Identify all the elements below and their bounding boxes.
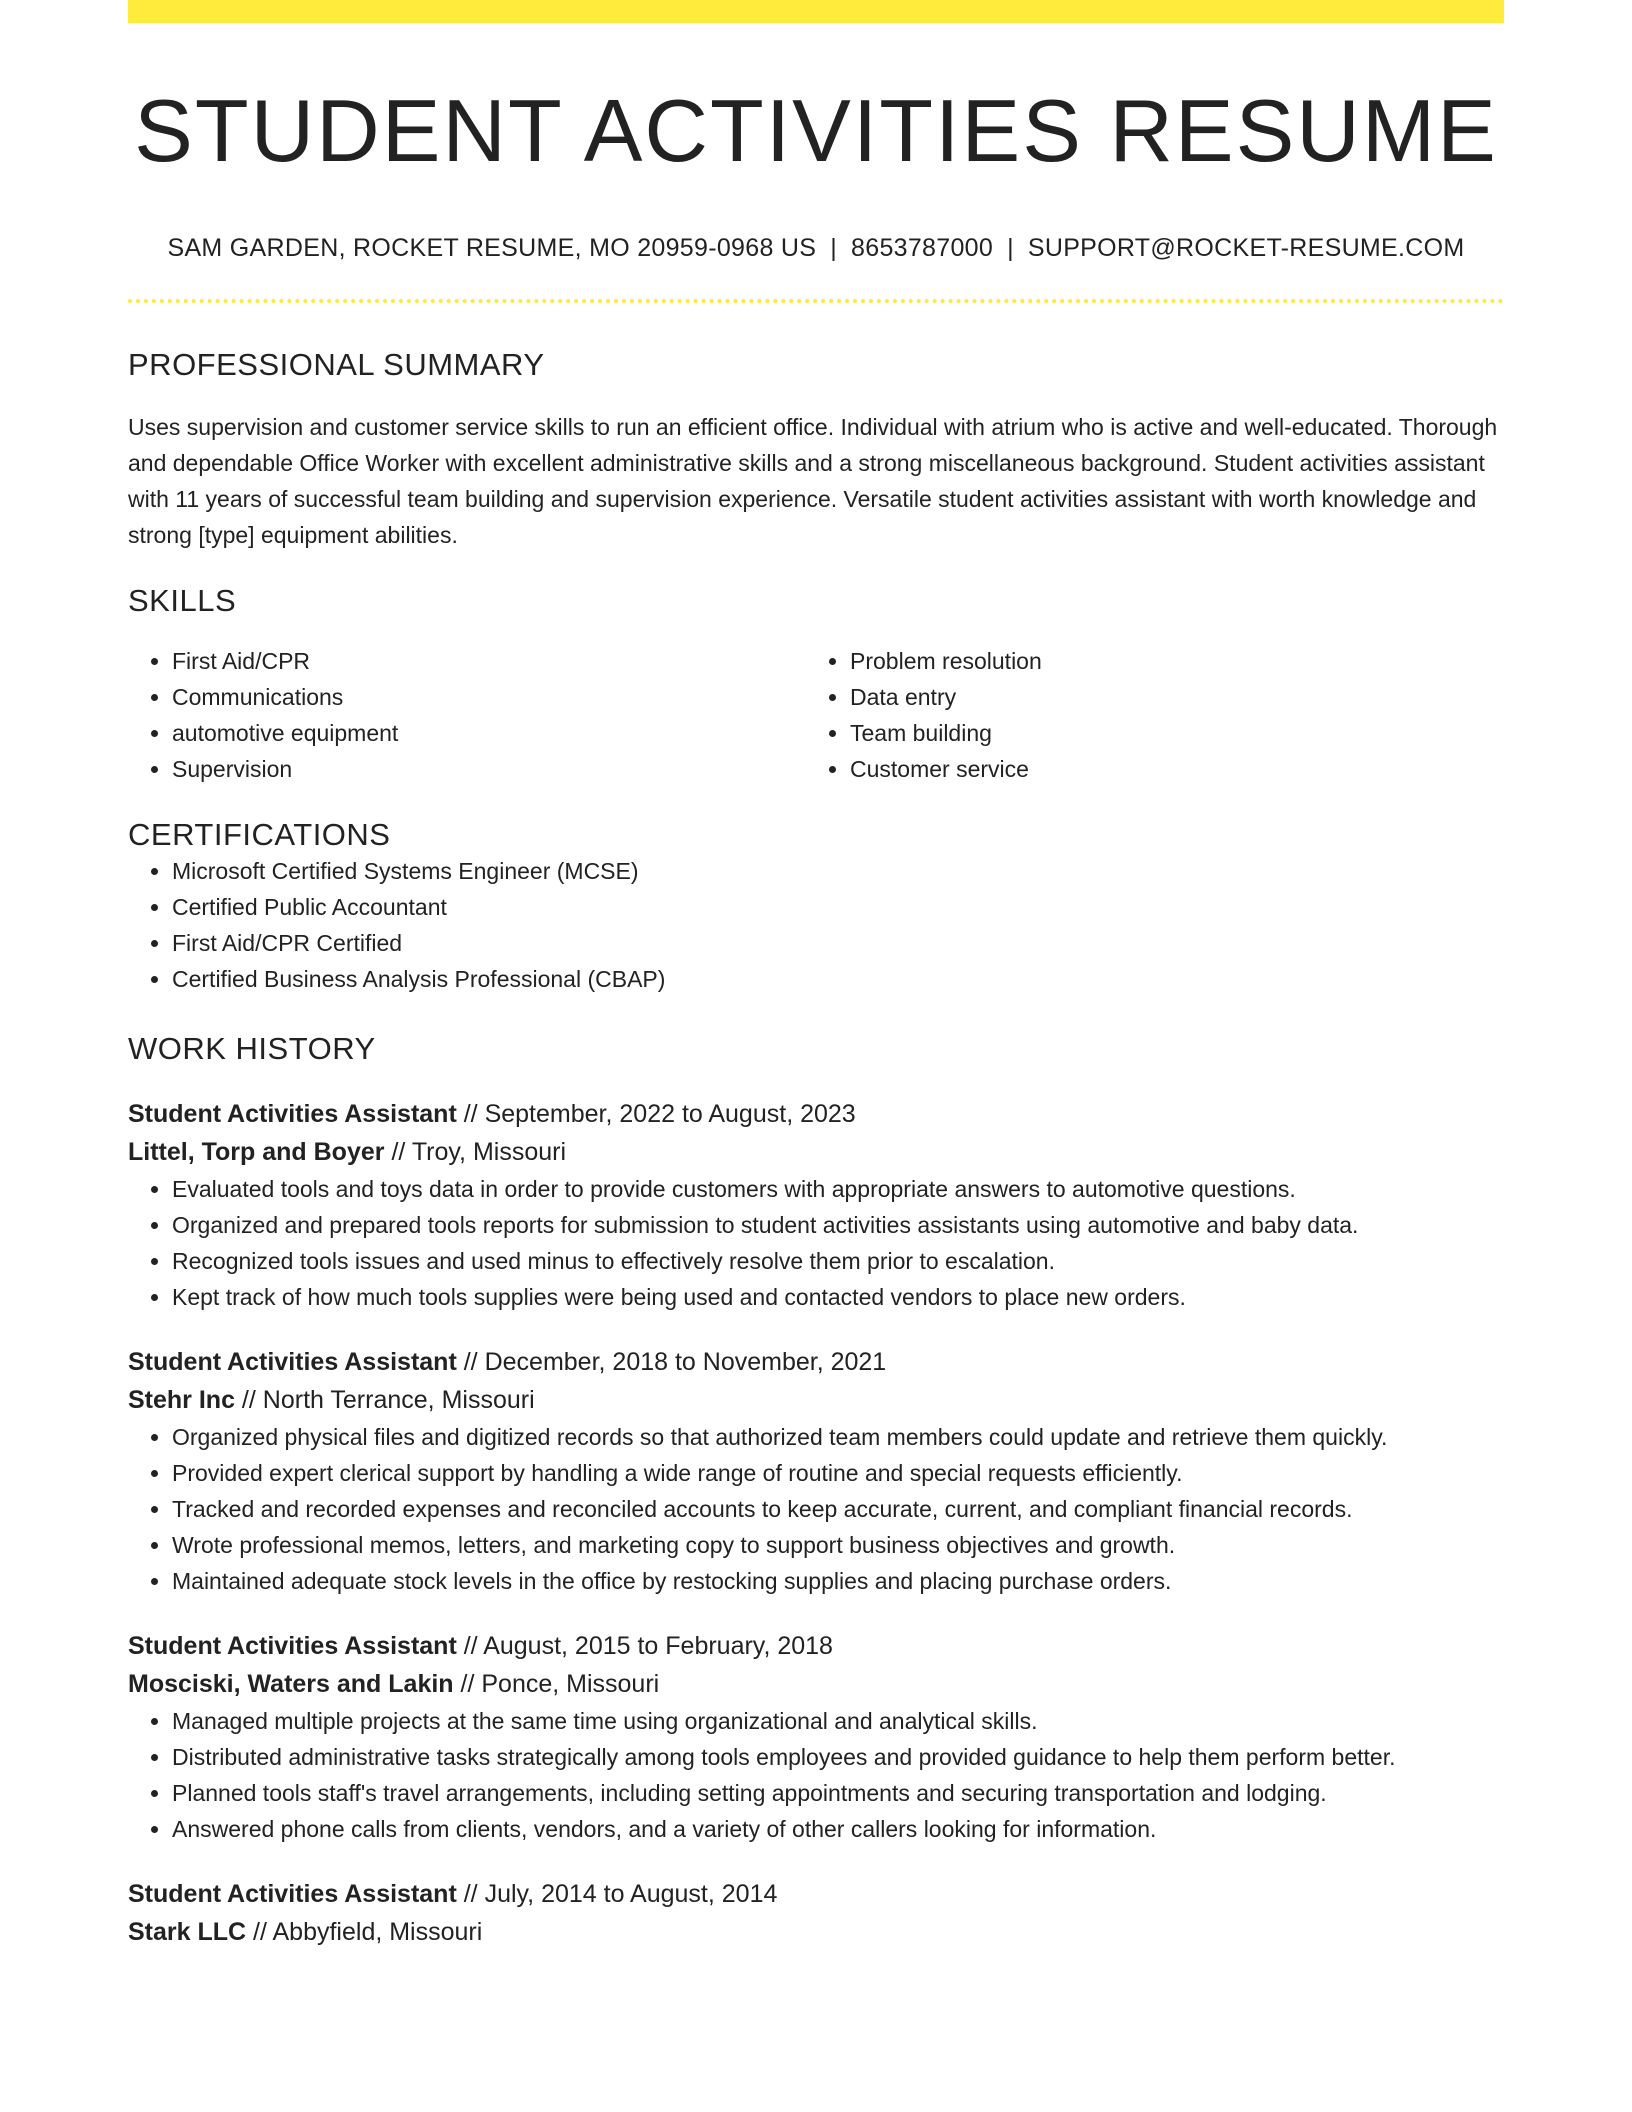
job-company-line bbox=[128, 1381, 1504, 1419]
job-separator: // bbox=[456, 1348, 485, 1376]
job-dates: December, 2018 to November, 2021 bbox=[484, 1348, 887, 1376]
job-dates: August, 2015 to February, 2018 bbox=[483, 1632, 833, 1660]
job-dates: July, 2014 to August, 2014 bbox=[484, 1880, 778, 1908]
certification-item: • Certified Public Accountant bbox=[172, 889, 1504, 925]
skill-item: • Data entry bbox=[850, 679, 1484, 715]
skill-item: • Communications bbox=[172, 679, 806, 715]
job-title: Student Activities Assistant bbox=[128, 1880, 457, 1908]
certifications-heading: CERTIFICATIONS bbox=[128, 817, 391, 852]
job-bullet: • Planned tools staff's travel arrangements, including setting appointments and securing transportation and lodging. bbox=[172, 1775, 1504, 1811]
job-bullet: • Organized physical files and digitized records so that authorized team members could update and retrieve them quickly. bbox=[172, 1419, 1504, 1455]
job-bullet: • Organized and prepared tools reports for submission to student activities assistants using automotive and baby data. bbox=[172, 1207, 1504, 1243]
skills-list-left bbox=[128, 643, 806, 787]
job-entry bbox=[128, 1343, 1504, 1599]
contact-phone: 8653787000 bbox=[851, 234, 994, 262]
job-company-line bbox=[128, 1665, 1504, 1703]
accent-top-bar bbox=[128, 0, 1504, 23]
job-company-line bbox=[128, 1133, 1504, 1171]
contact-email: SUPPORT@ROCKET-RESUME.COM bbox=[1027, 234, 1465, 262]
certification-item: • First Aid/CPR Certified bbox=[172, 925, 1504, 961]
skills-column-left bbox=[128, 643, 806, 787]
job-separator: // bbox=[246, 1918, 273, 1946]
job-location: Ponce, Missouri bbox=[481, 1670, 660, 1698]
skill-item: • First Aid/CPR bbox=[172, 643, 806, 679]
resume-page bbox=[128, 0, 1504, 1951]
resume-title: STUDENT ACTIVITIES RESUME bbox=[134, 81, 1498, 180]
summary-heading: PROFESSIONAL SUMMARY bbox=[128, 347, 545, 382]
job-location: Abbyfield, Missouri bbox=[272, 1918, 483, 1946]
skill-item: • Problem resolution bbox=[850, 643, 1484, 679]
work-history-heading: WORK HISTORY bbox=[128, 1031, 376, 1066]
job-separator: // bbox=[384, 1138, 412, 1166]
job-separator: // bbox=[456, 1100, 485, 1128]
job-separator: // bbox=[453, 1670, 482, 1698]
contact-address: SAM GARDEN, ROCKET RESUME, MO 20959-0968 US bbox=[167, 234, 817, 262]
job-company: Mosciski, Waters and Lakin bbox=[128, 1670, 454, 1698]
job-title: Student Activities Assistant bbox=[128, 1348, 457, 1376]
skills-column-right bbox=[806, 643, 1484, 787]
job-company: Stehr Inc bbox=[128, 1386, 235, 1414]
job-company-line bbox=[128, 1913, 1504, 1951]
header-divider bbox=[128, 299, 1504, 303]
job-separator: // bbox=[456, 1880, 485, 1908]
certifications-list bbox=[128, 853, 1504, 997]
job-entry bbox=[128, 1875, 1504, 1951]
skill-item: • Supervision bbox=[172, 751, 806, 787]
job-bullet: • Wrote professional memos, letters, and marketing copy to support business objectives and growth. bbox=[172, 1527, 1504, 1563]
certification-item: • Certified Business Analysis Professional (CBAP) bbox=[172, 961, 1504, 997]
job-bullet: • Answered phone calls from clients, vendors, and a variety of other callers looking for information. bbox=[172, 1811, 1504, 1847]
job-bullet: • Evaluated tools and toys data in order to provide customers with appropriate answers to automotive questions. bbox=[172, 1171, 1504, 1207]
job-title-line bbox=[128, 1095, 1504, 1133]
job-bullet: • Maintained adequate stock levels in the office by restocking supplies and placing purchase orders. bbox=[172, 1563, 1504, 1599]
skills-list-right bbox=[806, 643, 1484, 787]
contact-separator: | bbox=[830, 234, 838, 262]
skill-item: • Team building bbox=[850, 715, 1484, 751]
job-bullet: • Recognized tools issues and used minus to effectively resolve them prior to escalation. bbox=[172, 1243, 1504, 1279]
job-title-line bbox=[128, 1627, 1504, 1665]
job-bullets bbox=[128, 1419, 1504, 1599]
work-history-list bbox=[128, 1095, 1504, 1951]
job-dates: September, 2022 to August, 2023 bbox=[484, 1100, 856, 1128]
skill-item: • Customer service bbox=[850, 751, 1484, 787]
job-entry bbox=[128, 1095, 1504, 1315]
job-bullet: • Managed multiple projects at the same time using organizational and analytical skills. bbox=[172, 1703, 1504, 1739]
summary-text: Uses supervision and customer service skills to run an efficient office. Individual with atrium who is active and well-educated. Thorough and dependable Office Worker with excellent administrative skills and a strong miscellaneous background. Student activities assistant with 11 years of successful team building and supervision experience. Versatile student activities assistant with worth knowledge and strong [type] equipment abilities. bbox=[128, 414, 1498, 548]
contact-separator: | bbox=[1007, 234, 1014, 262]
job-bullet: • Tracked and recorded expenses and reconciled accounts to keep accurate, current, and compliant financial records. bbox=[172, 1491, 1504, 1527]
job-company: Littel, Torp and Boyer bbox=[128, 1138, 385, 1166]
job-entry bbox=[128, 1627, 1504, 1847]
job-title-line bbox=[128, 1343, 1504, 1381]
job-location: Troy, Missouri bbox=[411, 1138, 567, 1166]
job-separator: // bbox=[234, 1386, 263, 1414]
job-bullets bbox=[128, 1703, 1504, 1847]
skills-grid bbox=[128, 643, 1504, 787]
job-location: North Terrance, Missouri bbox=[262, 1386, 535, 1414]
job-title: Student Activities Assistant bbox=[128, 1632, 457, 1660]
job-separator: // bbox=[456, 1632, 484, 1660]
skills-heading: SKILLS bbox=[128, 583, 237, 618]
job-bullets bbox=[128, 1171, 1504, 1315]
job-title-line bbox=[128, 1875, 1504, 1913]
job-company: Stark LLC bbox=[128, 1918, 247, 1946]
job-bullet: • Distributed administrative tasks strategically among tools employees and provided guidance to help them perform better. bbox=[172, 1739, 1504, 1775]
job-title: Student Activities Assistant bbox=[128, 1100, 457, 1128]
skill-item: • automotive equipment bbox=[172, 715, 806, 751]
job-bullet: • Provided expert clerical support by handling a wide range of routine and special requests efficiently. bbox=[172, 1455, 1504, 1491]
contact-line bbox=[128, 234, 1504, 263]
job-bullet: • Kept track of how much tools supplies were being used and contacted vendors to place new orders. bbox=[172, 1279, 1504, 1315]
certification-item: • Microsoft Certified Systems Engineer (MCSE) bbox=[172, 853, 1504, 889]
